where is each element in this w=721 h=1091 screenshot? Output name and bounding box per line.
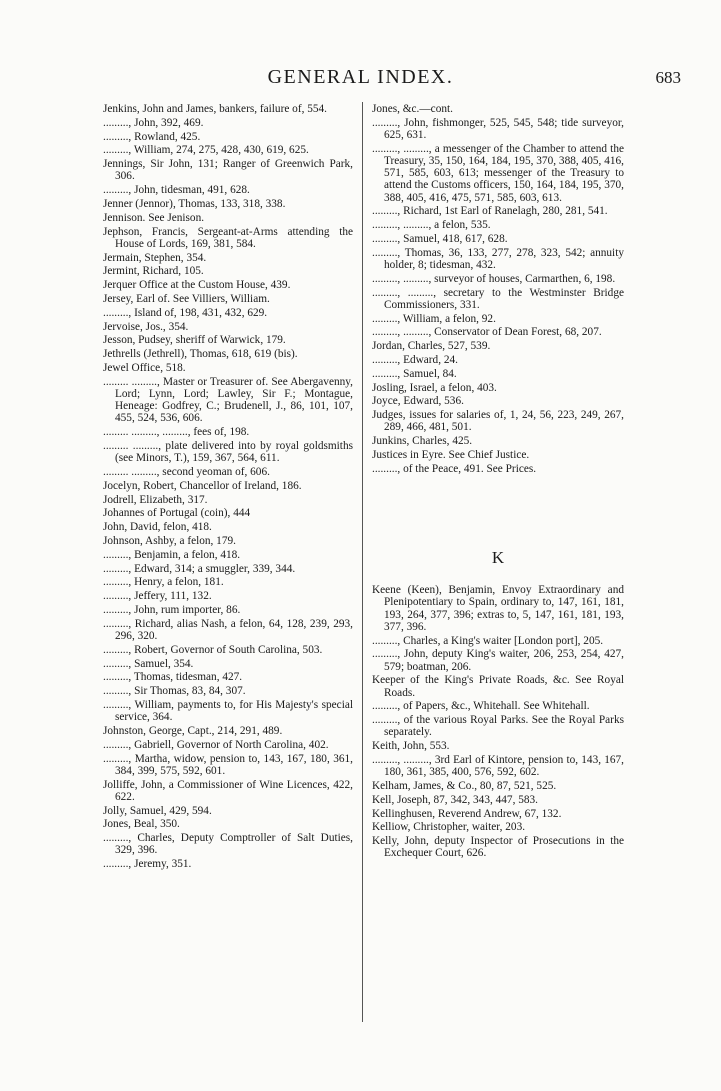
index-entry: ........., Rowland, 425. bbox=[103, 130, 201, 143]
index-entry: ......... ........., ........., fees of, 198. bbox=[103, 426, 250, 439]
index-entry: ........., Samuel, 84. bbox=[372, 367, 457, 380]
index-entry: Jennison. See Jenison. bbox=[103, 211, 205, 224]
index-entry: Keith, John, 553. bbox=[372, 740, 450, 753]
index-entry: ........., Charles, a King's waiter [London port], 205. bbox=[372, 634, 604, 647]
index-entry: Johannes of Portugal (coin), 444 bbox=[103, 507, 251, 520]
index-entry: Jones, Beal, 350. bbox=[103, 818, 180, 831]
index-entry: ........., William, 274, 275, 428, 430, 619, 625. bbox=[103, 144, 309, 157]
index-entry: Jones, &c.—cont. bbox=[372, 103, 453, 115]
left-column bbox=[103, 103, 353, 872]
index-entry: ........., Jeremy, 351. bbox=[103, 858, 192, 871]
index-entry: ........., Richard, 1st Earl of Ranelagh, 280, 281, 541. bbox=[372, 205, 608, 218]
index-entry: Jodrell, Elizabeth, 317. bbox=[103, 493, 208, 506]
index-entry: Jephson, Francis, Sergeant-at-Arms attending the House of Lords, 169, 381, 584. bbox=[103, 225, 353, 250]
index-entry: ........., Robert, Governor of South Carolina, 503. bbox=[103, 643, 323, 656]
index-entry: Joyce, Edward, 536. bbox=[372, 395, 464, 408]
index-entry: ........., of Papers, &c., Whitehall. See Whitehall. bbox=[372, 700, 590, 713]
index-entry: Jewel Office, 518. bbox=[103, 361, 186, 374]
index-entry: Jermain, Stephen, 354. bbox=[103, 251, 207, 264]
index-entry: Jennings, Sir John, 131; Ranger of Greenwich Park, 306. bbox=[103, 158, 353, 183]
page-title: GENERAL INDEX. bbox=[267, 66, 454, 88]
index-entry: Jesson, Pudsey, sheriff of Warwick, 179. bbox=[103, 334, 286, 347]
index-entry: John, David, felon, 418. bbox=[103, 521, 212, 534]
right-column-j-entries bbox=[372, 103, 624, 475]
index-entry: ........., Edward, 314; a smuggler, 339, 344. bbox=[103, 562, 296, 575]
index-entry: ........., Richard, alias Nash, a felon, 64, 128, 239, 293, 296, 320. bbox=[103, 617, 353, 642]
index-entry: ........., John, rum importer, 86. bbox=[103, 603, 241, 616]
index-entry: ........., William, a felon, 92. bbox=[372, 312, 496, 325]
right-column bbox=[372, 103, 624, 861]
index-entry: Junkins, Charles, 425. bbox=[372, 435, 473, 448]
index-entry: ........., John, deputy King's waiter, 206, 253, 254, 427, 579; boatman, 206. bbox=[372, 648, 624, 673]
index-entry: Jenkins, John and James, bankers, failure of, 554. bbox=[103, 103, 328, 115]
index-entry: ........., Thomas, tidesman, 427. bbox=[103, 671, 243, 684]
index-entry: Johnson, Ashby, a felon, 179. bbox=[103, 534, 236, 547]
index-entry: ........., Benjamin, a felon, 418. bbox=[103, 548, 241, 561]
index-entry: Kelliow, Christopher, waiter, 203. bbox=[372, 821, 526, 834]
index-entry: Keene (Keen), Benjamin, Envoy Extraordinary and Plenipotentiary to Spain, ordinary to, 147, 161, 181, 193, 264, 377, 396; extras to, 5, 147, 161, 181, 193, 377, 396. bbox=[372, 584, 624, 633]
index-entry: Justices in Eyre. See Chief Justice. bbox=[372, 448, 530, 461]
index-entry: Jerquer Office at the Custom House, 439. bbox=[103, 279, 291, 292]
index-entry: ........., ........., Conservator of Dean Forest, 68, 207. bbox=[372, 326, 602, 339]
index-entry: ........., of the Peace, 491. See Prices. bbox=[372, 462, 537, 475]
index-entry: Jolliffe, John, a Commissioner of Wine Licences, 422, 622. bbox=[103, 778, 353, 803]
section-letter-k: K bbox=[491, 547, 505, 567]
index-entry: ........., John, fishmonger, 525, 545, 548; tide surveyor, 625, 631. bbox=[372, 116, 624, 141]
index-entry: Jocelyn, Robert, Chancellor of Ireland, 186. bbox=[103, 479, 302, 492]
index-entry: ........., Samuel, 354. bbox=[103, 657, 194, 670]
index-entry: Jersey, Earl of. See Villiers, William. bbox=[103, 292, 270, 305]
index-entry: ........., of the various Royal Parks. See the Royal Parks separately. bbox=[372, 714, 624, 739]
index-entry: ........., Henry, a felon, 181. bbox=[103, 576, 224, 589]
index-entry: Jordan, Charles, 527, 539. bbox=[372, 340, 491, 353]
index-entry: ........., Gabriell, Governor of North Carolina, 402. bbox=[103, 738, 329, 751]
index-entry: Jervoise, Jos., 354. bbox=[103, 320, 189, 333]
index-entry: Keeper of the King's Private Roads, &c. See Royal Roads. bbox=[372, 674, 624, 699]
index-entry: ......... ........., plate delivered into by royal goldsmiths (see Minors, T.), 159, 367, 564, 611. bbox=[103, 439, 353, 465]
index-entry: ........., ........., a felon, 535. bbox=[372, 219, 491, 232]
index-entry: Jolly, Samuel, 429, 594. bbox=[103, 804, 212, 817]
index-entry: ........., Martha, widow, pension to, 143, 167, 180, 361, 384, 399, 575, 592, 601. bbox=[103, 752, 353, 777]
index-entry: ........., ........., a messenger of the Chamber to attend the Treasury, 35, 150, 164, 184, 195, 370, 388, 405, 416, 571, 585, 603, 613; messenger of the Treasury to attend the Customs officers, 150, 164, 184, 195, 370, 388, 405, 416, 475, 571, 585, 603, 613. bbox=[372, 142, 624, 204]
index-entry: ......... ........., Master or Treasurer of. See Abergavenny, Lord; Lynn, Lord; Lawley, Sir F.; Montague, Heneage: Godfrey, C.; Brudenell, J., 86, 101, 107, 455, 524, 536, 606. bbox=[103, 375, 353, 425]
page-header bbox=[0, 66, 721, 92]
index-entry: ........., William, payments to, for His Majesty's special service, 364. bbox=[103, 698, 353, 724]
index-entry: Johnston, George, Capt., 214, 291, 489. bbox=[103, 724, 283, 737]
index-entry: Josling, Israel, a felon, 403. bbox=[372, 381, 497, 394]
index-entry: ........., Thomas, 36, 133, 277, 278, 323, 542; annuity holder, 8; tidesman, 432. bbox=[372, 246, 624, 271]
index-entry: ........., Edward, 24. bbox=[372, 353, 458, 366]
index-entry: Kelly, John, deputy Inspector of Prosecutions in the Exchequer Court, 626. bbox=[372, 835, 624, 860]
index-entry: ........., John, 392, 469. bbox=[103, 116, 204, 129]
index-entry: ........., John, tidesman, 491, 628. bbox=[103, 184, 250, 197]
index-entry: ........., Charles, Deputy Comptroller of Salt Duties, 329, 396. bbox=[103, 832, 353, 857]
index-entry: Judges, issues for salaries of, 1, 24, 56, 223, 249, 267, 289, 466, 481, 501. bbox=[372, 409, 624, 434]
right-column-k-entries bbox=[372, 584, 624, 859]
index-entry: Kellinghusen, Reverend Andrew, 67, 132. bbox=[372, 807, 562, 820]
index-entry: ........., Samuel, 418, 617, 628. bbox=[372, 233, 508, 245]
column-divider bbox=[362, 102, 363, 1022]
page-number: 683 bbox=[655, 68, 681, 87]
index-entry: Jenner (Jennor), Thomas, 133, 318, 338. bbox=[103, 197, 286, 210]
index-entry: ........., ........., secretary to the Westminster Bridge Commissioners, 331. bbox=[372, 286, 624, 311]
index-entry: Jethrells (Jethrell), Thomas, 618, 619 (bis). bbox=[103, 348, 298, 361]
index-entry: ......... ........., second yeoman of, 606. bbox=[103, 465, 270, 478]
index-entry: Kell, Joseph, 87, 342, 343, 447, 583. bbox=[372, 793, 538, 806]
index-entry: Kelham, James, & Co., 80, 87, 521, 525. bbox=[372, 779, 557, 792]
index-entry: ........., Sir Thomas, 83, 84, 307. bbox=[103, 685, 246, 698]
index-entry: ........., ........., 3rd Earl of Kintore, pension to, 143, 167, 180, 361, 385, 400, 576, 592, 602. bbox=[372, 753, 624, 779]
index-entry: ........., Island of, 198, 431, 432, 629. bbox=[103, 306, 268, 319]
index-entry: Jermint, Richard, 105. bbox=[103, 265, 204, 278]
index-entry: ........., Jeffery, 111, 132. bbox=[103, 590, 212, 603]
index-entry: ........., ........., surveyor of houses, Carmarthen, 6, 198. bbox=[372, 272, 616, 285]
